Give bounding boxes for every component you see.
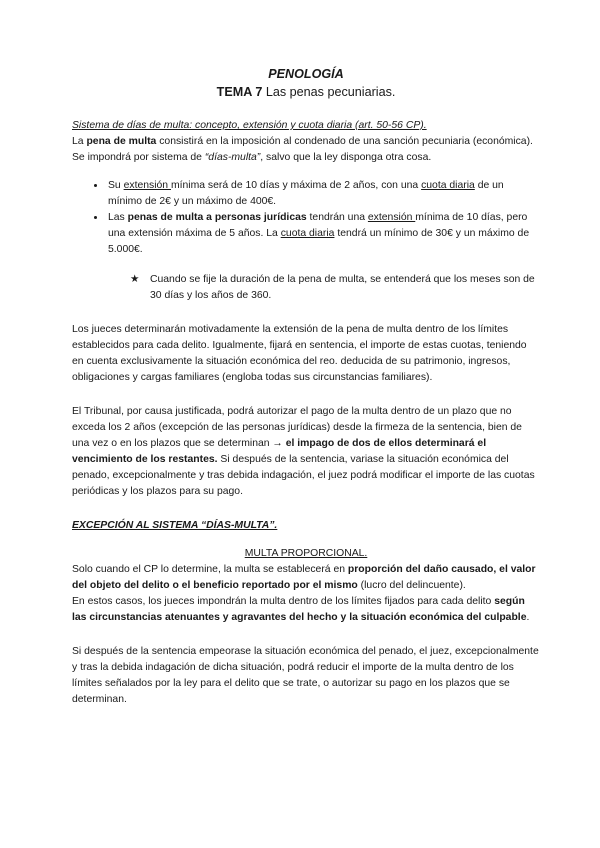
star-item: [130, 272, 540, 304]
document-title: PENOLOGÍA: [268, 67, 344, 81]
bullet-list: [72, 178, 540, 258]
spacer: [72, 626, 540, 644]
text-run: tendrán una: [306, 212, 368, 223]
text-run: consistirá en la imposición al condenado de una sanción pecuniaria (económica). Se impondrá por sistema de: [72, 136, 533, 163]
bold-run: según las circunstancias atenuantes y agravantes del hecho y la situación económica del culpable: [72, 596, 527, 623]
paragraph-tribunal: [72, 404, 540, 500]
bold-run: penas de multa a personas jurídicas: [127, 212, 307, 223]
bold-run: pena de multa: [86, 136, 157, 147]
section-heading-dias-multa: Sistema de días de multa: concepto, extensión y cuota diaria (art. 50-56 CP).: [72, 120, 427, 131]
underlined-run: extensión: [367, 212, 416, 223]
paragraph-jueces: Los jueces determinarán motivadamente la extensión de la pena de multa dentro de los límites establecidos para cada delito. Igualmente, fijará en sentencia, el importe de estas cuotas, teniendo en cuenta exclusivamente la situación económica del reo. deducida de su patrimonio, ingresos, obligaciones y cargas familiares (engloba todas sus circunstancias familiares).: [72, 324, 527, 383]
tema-label: TEMA 7: [216, 85, 263, 99]
star-list: [72, 272, 540, 304]
text-run: (lucro del delincuente).: [357, 580, 466, 591]
tema-text: Las penas pecuniarias.: [262, 85, 396, 99]
text-run: Su: [108, 180, 124, 191]
star-item-text: Cuando se fije la duración de la pena de multa, se entenderá que los meses son de 30 días y los años de 360.: [150, 274, 535, 301]
underlined-run: extensión: [123, 180, 171, 191]
paragraph-empeorase: Si después de la sentencia empeorase la situación económica del penado, el juez, excepcionalmente y tras la debida indagación de dicha situación, podrá reducir el importe de la multa dentro de los límites señalados por la ley para el delito que se trate, o autorizar su pago en los plazos que se determinan.: [72, 646, 539, 705]
underlined-run: cuota diaria: [280, 228, 335, 239]
bold-run: el impago de dos de ellos determinará el vencimiento de los restantes.: [72, 438, 487, 465]
star-icon: ★: [130, 274, 140, 285]
text-run: El Tribunal, por causa justificada, podrá autorizar el pago de la multa dentro de un plazo que no exceda los 2 años (excepción de las personas jurídicas) desde la firmeza de la sentencia, bien de una vez o en los plazos que se determinan →: [72, 406, 522, 449]
spacer: [72, 304, 540, 322]
bold-run: proporción del daño causado, el valor del objeto del delito o el beneficio reportado por el mismo: [72, 564, 536, 591]
text-run: La: [72, 136, 87, 147]
italic-run: “días-multa”: [204, 152, 261, 163]
text-run: , salvo que la ley disponga otra cosa.: [260, 152, 432, 163]
paragraph-proporcional: [72, 562, 540, 626]
intro-paragraph: [72, 134, 540, 166]
bullet-item-personas-juridicas: [106, 210, 540, 258]
spacer: [72, 500, 540, 518]
bullet-item-extension: [106, 178, 540, 210]
text-run: Si después de la sentencia, variase la situación económica del penado, excepcionalmente y tras debida indagación, el juez podrá modificar el importe de las cuotas periódicas y los plazos para su pago.: [72, 454, 535, 497]
text-run: Las: [108, 212, 128, 223]
text-run: tendrá un mínimo de 30€ y un máximo de 5.000€.: [108, 228, 530, 255]
text-run: mínima será de 10 días y máxima de 2 años, con una: [170, 180, 422, 191]
section-heading-excepcion: EXCEPCIÓN AL SISTEMA “DÍAS-MULTA”.: [72, 520, 278, 531]
text-run: Solo cuando el CP lo determine, la multa se establecerá en: [72, 564, 348, 575]
spacer: [72, 386, 540, 404]
subheading-multa-proporcional: MULTA PROPORCIONAL.: [244, 548, 368, 559]
underlined-run: cuota diaria: [421, 180, 475, 191]
document-subtitle: [72, 83, 540, 102]
text-run: En estos casos, los jueces impondrán la multa dentro de los límites fijados para cada delito: [72, 596, 495, 607]
text-run: mínima de 10 días, pero una extensión máxima de 5 años. La: [108, 212, 528, 239]
text-run: de un mínimo de 2€ y un máximo de 400€.: [108, 180, 504, 207]
text-run: .: [526, 612, 530, 623]
